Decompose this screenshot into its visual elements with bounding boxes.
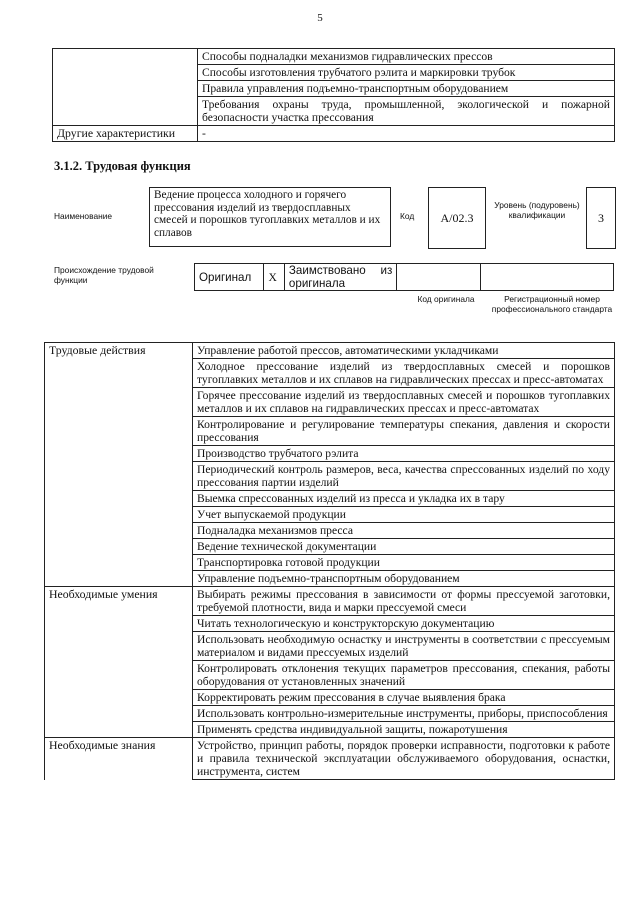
required-skill-item: Использовать контрольно-измерительные инструменты, приборы, приспособления	[193, 706, 615, 722]
qualification-level-value: 3	[586, 187, 616, 249]
name-label: Наименование	[54, 211, 113, 221]
labor-action-item: Транспортировка готовой продукции	[193, 555, 615, 571]
labor-action-item: Холодное прессование изделий из твердосплавных смесей и порошков тугоплавких металлов и их сплавов на гидравлических прессах и пресс-автоматах	[193, 359, 615, 388]
labor-action-item: Контролирование и регулирование температуры спекания, давления и скорости прессования	[193, 417, 615, 446]
labor-action-item: Периодический контроль размеров, веса, качества спрессованных изделий по ходу прессования партии изделий	[193, 462, 615, 491]
required-knowledge-group-label: Необходимые знания	[45, 738, 193, 780]
borrowed-label: Заимствовано из оригинала	[284, 264, 396, 291]
other-characteristics-label: Другие характеристики	[53, 126, 198, 142]
code-label: Код	[400, 211, 415, 221]
registration-number-cell	[481, 264, 614, 291]
required-skill-item: Выбирать режимы прессования в зависимости от формы прессуемой заготовки, требуемой плотности, вида и марки прессуемой смеси	[193, 587, 615, 616]
labor-action-item: Выемка спрессованных изделий из пресса и укладка их в тару	[193, 491, 615, 507]
registration-number-caption: Регистрационный номер профессионального стандарта	[491, 294, 613, 314]
required-skill-item: Читать технологическую и конструкторскую документацию	[193, 616, 615, 632]
labor-action-group-label: Трудовые действия	[45, 343, 193, 587]
origin-label: Происхождение трудовой функции	[54, 265, 154, 285]
page-number: 5	[317, 12, 323, 24]
labor-action-item: Управление подъемно-транспортным оборудованием	[193, 571, 615, 587]
required-skill-item: Использовать необходимую оснастку и инструменты в соответствии с прессуемым материалом и видами прессуемых изделий	[193, 632, 615, 661]
required-skill-item: Корректировать режим прессования в случае выявления брака	[193, 690, 615, 706]
other-characteristics-value: -	[198, 126, 615, 142]
top-table-row: Способы изготовления трубчатого рэлита и маркировки трубок	[198, 65, 615, 81]
function-code-value: А/02.3	[428, 187, 486, 249]
required-skill-item: Применять средства индивидуальной защиты, пожаротушения	[193, 722, 615, 738]
labor-action-item: Ведение технической документации	[193, 539, 615, 555]
labor-action-item: Горячее прессование изделий из твердосплавных смесей и порошков тугоплавких металлов и их сплавов на гидравлических прессах и пресс-автоматах	[193, 388, 615, 417]
original-label: Оригинал	[195, 264, 264, 291]
level-label: Уровень (подуровень) квалификации	[494, 200, 580, 220]
labor-action-item: Подналадка механизмов пресса	[193, 523, 615, 539]
previous-function-table	[52, 48, 615, 142]
top-table-label-cell	[53, 49, 198, 126]
original-code-cell	[397, 264, 481, 291]
labor-action-item: Учет выпускаемой продукции	[193, 507, 615, 523]
original-mark: Х	[264, 264, 284, 291]
labor-action-item: Управление работой прессов, автоматическими укладчиками	[193, 343, 615, 359]
required-knowledge-item: Устройство, принцип работы, порядок проверки исправности, подготовки к работе и правила технической эксплуатации обслуживаемого оборудования, оснастки, инструмента, систем	[193, 738, 615, 780]
top-table-row: Способы подналадки механизмов гидравлических прессов	[198, 49, 615, 65]
origin-table	[194, 263, 614, 291]
labor-action-item: Производство трубчатого рэлита	[193, 446, 615, 462]
labor-function-table	[44, 342, 615, 780]
function-name-value: Ведение процесса холодного и горячего прессования изделий из твердосплавных смесей и порошков тугоплавких металлов и их сплавов	[149, 187, 391, 247]
top-table-row: Требования охраны труда, промышленной, экологической и пожарной безопасности участка прессования	[198, 97, 615, 126]
top-table-row: Правила управления подъемно-транспортным оборудованием	[198, 81, 615, 97]
required-skill-item: Контролировать отклонения текущих параметров прессования, спекания, работы оборудования от установленных значений	[193, 661, 615, 690]
section-heading: 3.1.2. Трудовая функция	[54, 159, 191, 173]
required-skill-group-label: Необходимые умения	[45, 587, 193, 738]
original-code-caption: Код оригинала	[417, 294, 475, 304]
